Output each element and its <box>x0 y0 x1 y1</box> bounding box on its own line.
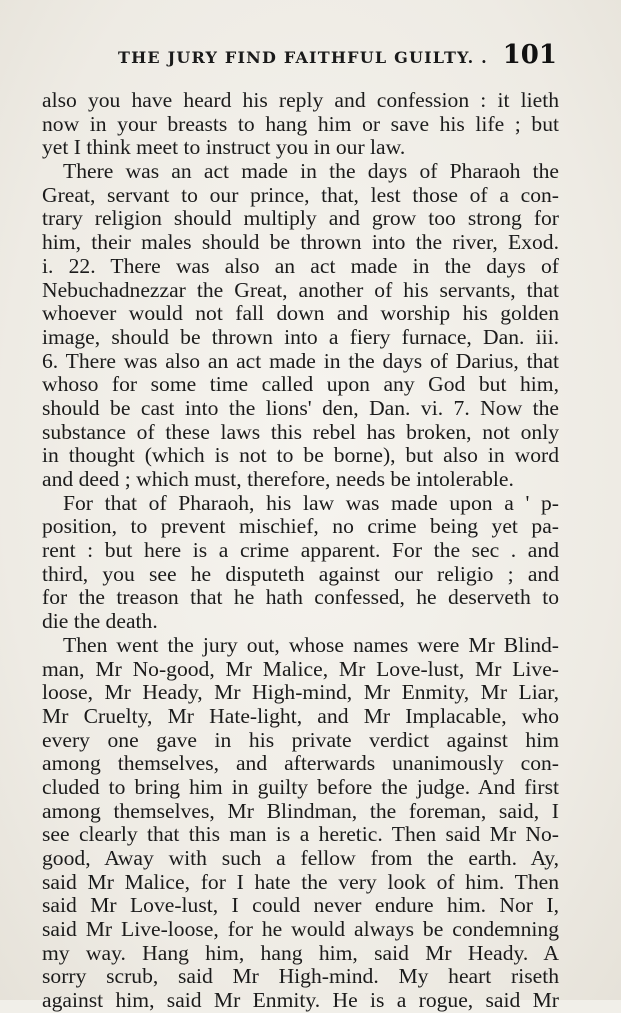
text-line: whoso for some time called upon any God but him, <box>42 373 559 397</box>
page-number: 101 <box>502 40 557 70</box>
text-line: Great, servant to our prince, that, lest those of a con- <box>42 183 559 207</box>
text-line: and deed ; which must, therefore, needs be intolerable. <box>42 468 514 491</box>
text-line: sorry scrub, said Mr High-mind. My heart riseth <box>42 965 559 989</box>
text-line: whoever would not fall down and worship his golden <box>42 302 559 326</box>
page-header <box>42 40 557 80</box>
text-line: 6. There was also an act made in the days of Darius, that <box>42 349 559 373</box>
text-line: against him, said Mr Enmity. He is a rogue, said Mr <box>42 989 559 1013</box>
text-line: rent : but here is a crime apparent. For the sec . and <box>42 539 559 563</box>
text-line: him, their males should be thrown into the river, Exod. <box>42 231 559 255</box>
text-line: There was an act made in the days of Pharaoh the <box>63 160 559 184</box>
paragraph <box>42 89 559 160</box>
text-line: Nebuchadnezzar the Great, another of his servants, that <box>42 278 559 302</box>
text-line: among themselves, Mr Blindman, the foreman, said, I <box>42 799 559 823</box>
running-head-title: THE JURY FIND FAITHFUL GUILTY. . <box>118 48 488 67</box>
text-line: cluded to bring him in guilty before the judge. And first <box>42 775 559 799</box>
text-line: third, you see he disputeth against our religio ; and <box>42 562 559 586</box>
text-line: good, Away with such a fellow from the earth. Ay, <box>42 847 559 870</box>
text-line: Then went the jury out, whose names were Mr Blind- <box>63 633 559 657</box>
text-line: said Mr Malice, for I hate the very look of him. Then <box>42 870 559 894</box>
text-line: man, Mr No-good, Mr Malice, Mr Love-lust, Mr Live- <box>42 657 559 681</box>
text-line: substance of these laws this rebel has broken, not only <box>42 420 559 444</box>
text-line: now in your breasts to hang him or save his life ; but <box>42 112 559 136</box>
text-line: trary religion should multiply and grow too strong for <box>42 207 559 231</box>
text-line: die the death. <box>42 610 158 634</box>
paragraph <box>42 492 559 634</box>
paragraph <box>42 160 559 492</box>
text-line: image, should be thrown into a fiery furnace, Dan. iii. <box>42 325 559 349</box>
text-line: should be cast into the lions' den, Dan. vi. 7. Now the <box>42 396 559 420</box>
body-text <box>42 89 559 1013</box>
text-line: also you have heard his reply and confession : it lieth <box>42 89 559 112</box>
text-line: in thought (which is not to be borne), but also in word <box>42 444 559 468</box>
text-line: position, to prevent mischief, no crime being yet pa- <box>42 515 559 539</box>
text-line: Mr Cruelty, Mr Hate-light, and Mr Implacable, who <box>42 704 559 728</box>
text-line: see clearly that this man is a heretic. Then said Mr No- <box>42 823 559 847</box>
text-line: For that of Pharaoh, his law was made upon a ' p- <box>63 491 559 515</box>
text-line: among themselves, and afterwards unanimously con- <box>42 752 559 776</box>
text-line: every one gave in his private verdict against him <box>42 728 559 752</box>
text-line: for the treason that he hath confessed, he deserveth to <box>42 586 559 610</box>
text-line: my way. Hang him, hang him, said Mr Heady. A <box>42 941 559 965</box>
text-line: loose, Mr Heady, Mr High-mind, Mr Enmity, Mr Liar, <box>42 681 559 705</box>
text-line: said Mr Live-loose, for he would always be condemning <box>42 918 559 942</box>
text-line: said Mr Love-lust, I could never endure him. Nor I, <box>42 894 559 918</box>
paragraph <box>42 634 559 1013</box>
text-line: yet I think meet to instruct you in our law. <box>42 136 406 160</box>
text-line: i. 22. There was also an act made in the days of <box>42 254 559 278</box>
